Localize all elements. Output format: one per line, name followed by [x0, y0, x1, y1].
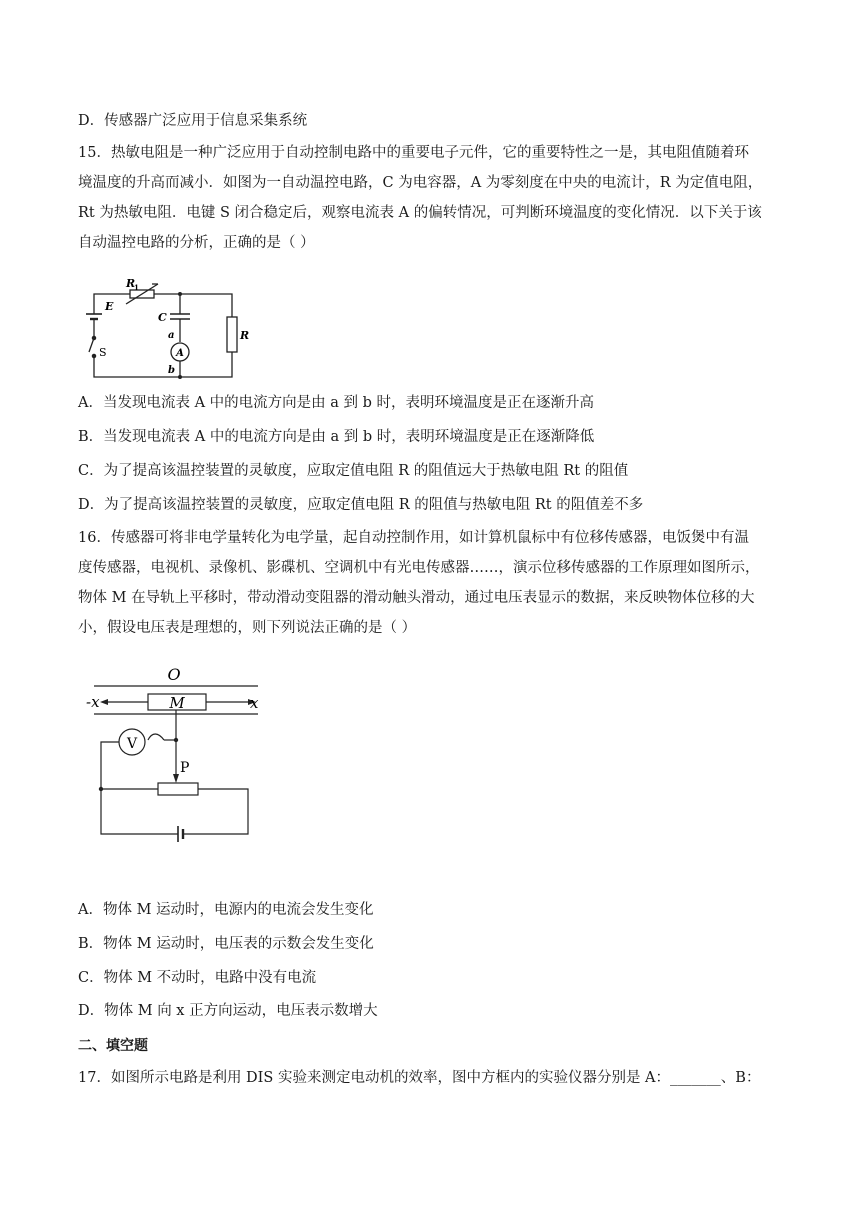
q15-option-b: B．当发现电流表 A 中的电流方向是由 a 到 b 时，表明环境温度是正在逐渐降低 — [78, 429, 595, 445]
label-b: b — [168, 365, 175, 376]
q16-stem-line-4: 小，假设电压表是理想的，则下列说法正确的是（ ） — [78, 620, 417, 636]
q15-option-c: C．为了提高该温控装置的灵敏度，应取定值电阻 R 的阻值远大于热敏电阻 Rt 的阻值 — [78, 463, 629, 479]
label-P: P — [180, 760, 190, 776]
q16-sensor-figure — [86, 662, 266, 848]
q15-option-a: A．当发现电流表 A 中的电流方向是由 a 到 b 时，表明环境温度是正在逐渐升高 — [78, 395, 595, 411]
q15-circuit-figure — [80, 272, 250, 384]
q15-option-d: D．为了提高该温控装置的灵敏度，应取定值电阻 R 的阻值与热敏电阻 Rt 的阻值差不多 — [78, 497, 644, 513]
q15-stem — [78, 138, 782, 258]
label-V: V — [126, 736, 138, 752]
label-M: M — [169, 694, 185, 712]
q16-option-b: B．物体 M 运动时，电压表的示数会发生变化 — [78, 936, 374, 952]
q16-stem — [78, 523, 782, 643]
label-C: C — [158, 311, 167, 324]
label-R: R — [240, 329, 250, 342]
label-E: E — [105, 300, 114, 313]
q16-option-c: C．物体 M 不动时，电路中没有电流 — [78, 970, 317, 986]
q15-stem-line-1: 15．热敏电阻是一种广泛应用于自动控制电路中的重要电子元件，它的重要特性之一是，其电阻值随着环 — [78, 145, 749, 161]
q17-stem: 17．如图所示电路是利用 DIS 实验来测定电动机的效率，图中方框内的实验仪器分别是 A：_______、B： — [78, 1070, 761, 1086]
label-x: x — [250, 694, 259, 712]
q16-option-a: A．物体 M 运动时，电源内的电流会发生变化 — [78, 902, 374, 918]
label-A: A — [176, 348, 184, 359]
q16-option-d: D．物体 M 向 x 正方向运动，电压表示数增大 — [78, 1003, 378, 1019]
q16-stem-line-1: 16．传感器可将非电学量转化为电学量，起自动控制作用，如计算机鼠标中有位移传感器，电饭煲中有温 — [78, 530, 749, 546]
label-R1: R — [126, 277, 136, 290]
q15-stem-line-2: 境温度的升高而减小．如图为一自动温控电路，C 为电容器，A 为零刻度在中央的电流计，R 为定值电阻， — [78, 175, 763, 191]
label-neg-x: -x — [86, 693, 100, 711]
label-R1-sub: 1 — [134, 283, 139, 292]
q16-stem-line-3: 物体 M 在导轨上平移时，带动滑动变阻器的滑动触头滑动，通过电压表显示的数据，来反映物体位移的大 — [78, 590, 755, 606]
q15-stem-line-4: 自动温控电路的分析，正确的是（ ） — [78, 235, 315, 251]
q16-stem-line-2: 度传感器，电视机、录像机、影碟机、空调机中有光电传感器……，演示位移传感器的工作原理如图所示， — [78, 560, 760, 576]
label-S: S — [99, 346, 107, 359]
q15-stem-line-3: Rt 为热敏电阻．电键 S 闭合稳定后，观察电流表 A 的偏转情况，可判断环境温度的变化情况．以下关于该 — [78, 205, 762, 221]
label-a: a — [168, 330, 175, 341]
section-heading-fill-in: 二、填空题 — [78, 1038, 148, 1054]
label-O: O — [167, 665, 181, 684]
q14-option-d: D．传感器广泛应用于信息采集系统 — [78, 113, 308, 129]
